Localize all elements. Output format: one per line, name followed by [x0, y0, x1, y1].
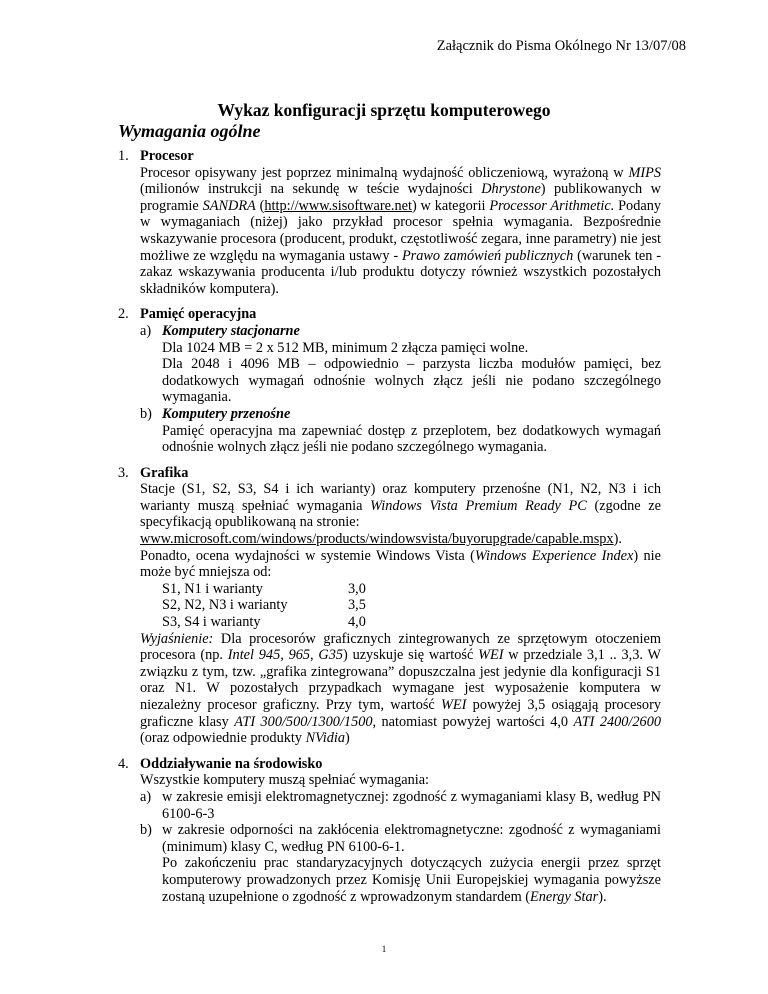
section-title: Pamięć operacyjna	[140, 306, 257, 323]
section-paragraph: Procesor opisywany jest poprzez minimalną wydajność obliczeniową, wyrażoną w MIPS (milionów instrukcji na sekundę w teście wydajności Dhrystone) publikowanych w programie SANDRA (http://www.sisoftware.net) w kategorii Processor Arithmetic. Podany w wymaganiach (niżej) jako przykład procesor spełnia wymagania. Bezpośrednie wskazywanie procesora (producent, produkt, częstotliwość zegara, inne parametry) nie jest możliwe ze względu na wymagania ustawy - Prawo zamówień publicznych (warunek ten - zakaz wskazywania producenta i/lub produktu dotyczy również wszystkich pozostałych składników komputera).	[140, 164, 661, 297]
page-number: 1	[381, 944, 387, 954]
subsection-desktop	[140, 323, 661, 406]
section-title: Oddziaływanie na środowisko	[140, 755, 323, 772]
document-header: Załącznik do Pisma Okólnego Nr 13/07/08	[436, 38, 686, 54]
subsection-label: b)	[140, 822, 152, 839]
subsection-text: w zakresie emisji elektromagnetycznej: zgodność z wymaganiami klasy B, według PN 6100-6-3	[162, 788, 661, 822]
document-body	[118, 148, 661, 914]
subsection-label: a)	[140, 788, 152, 805]
section-paragraph: www.microsoft.com/windows/products/windowsvista/buyorupgrade/capable.mspx).	[140, 531, 622, 548]
subsection-immunity	[140, 822, 661, 905]
section-paragraph: Ponadto, ocena wydajności w systemie Windows Vista (Windows Experience Index) nie może być mniejsza od:	[140, 547, 661, 581]
section-processor	[118, 148, 661, 297]
explanation-paragraph: Wyjaśnienie: Dla procesorów graficznych zintegrowanych ze sprzętowym otoczeniem procesora (np. Intel 945, 965, G35) uzyskuje się wartość WEI w przedziale 3,1 .. 3,3. W związku z tym, tzw. „grafika zintegrowana” dopuszczalna jest jedynie dla konfiguracji S1 oraz N1. W pozostałych przypadkach wymagane jest wyposażenie komputera w niezależny procesor graficzny. Przy tym, wartość WEI powyżej 3,5 osiągają procesory graficzne klasy ATI 300/500/1300/1500, natomiast powyżej wartości 4,0 ATI 2400/2600 (oraz odpowiednie produkty NVidia)	[140, 630, 661, 747]
microsoft-link[interactable]: www.microsoft.com/windows/products/windowsvista/buyorupgrade/capable.mspx	[140, 531, 614, 548]
wei-row-label: S2, N2, N3 i warianty	[162, 597, 288, 614]
wei-row-label: S3, S4 i warianty	[162, 614, 261, 631]
document-title: Wykaz konfiguracji sprzętu komputerowego	[217, 100, 551, 120]
subsection-text: Pamięć operacyjna ma zapewniać dostęp z przeplotem, bez dodatkowych wymagań odnośnie wolnych złącz jeśli nie podano szczególnego wymagania.	[162, 422, 661, 456]
wei-row-value: 4,0	[348, 614, 366, 631]
wei-row-label: S1, N1 i warianty	[162, 580, 263, 597]
section-title: Grafika	[140, 464, 189, 481]
section-number: 3.	[118, 464, 129, 481]
subsection-laptop	[140, 406, 661, 456]
section-memory	[118, 306, 661, 455]
subsection-label: a)	[140, 322, 152, 339]
section-title: Procesor	[140, 148, 194, 164]
subsection-text: Dla 1024 MB = 2 x 512 MB, minimum 2 złącza pamięci wolne.	[162, 339, 529, 356]
subsection-text: Dla 2048 i 4096 MB – odpowiednio – parzysta liczba modułów pamięci, bez dodatkowych wymagań odnośnie wolnych złącz jeśli nie podano szczególnego wymagania.	[162, 356, 661, 406]
subsection-emission	[140, 789, 661, 822]
wei-row	[140, 581, 661, 598]
wei-row	[140, 597, 661, 614]
sisoftware-link[interactable]: http://www.sisoftware.net	[264, 197, 412, 214]
subsection-label: b)	[140, 405, 152, 422]
subsection-text: w zakresie odporności na zakłócenia elektromagnetyczne: zgodność z wymaganiami (minimum) klasy C, według PN 6100-6-1.	[162, 822, 661, 855]
wei-row	[140, 614, 661, 631]
section-environment	[118, 756, 661, 905]
section-number: 1.	[118, 148, 129, 164]
section-graphics	[118, 465, 661, 747]
subsection-title: Komputery stacjonarne	[162, 322, 300, 339]
subsection-text: Po zakończeniu prac standaryzacyjnych dotyczących zużycia energii przez sprzęt komputerowy prowadzonych przez Komisję Unii Europejskiej wymagania powyższe zostaną uzupełnione o zgodność z wprowadzonym standardem (Energy Star).	[162, 855, 661, 905]
section-paragraph: Wszystkie komputery muszą spełniać wymagania:	[140, 772, 430, 789]
section-number: 4.	[118, 755, 129, 772]
wei-row-value: 3,0	[348, 580, 366, 597]
section-number: 2.	[118, 306, 129, 323]
subsection-title: Komputery przenośne	[162, 405, 291, 422]
wei-row-value: 3,5	[348, 597, 366, 614]
section-heading: Wymagania ogólne	[118, 121, 261, 141]
section-paragraph: Stacje (S1, S2, S3, S4 i ich warianty) oraz komputery przenośne (N1, N2, N3 i ich warianty muszą spełniać wymagania Windows Vista Premium Ready PC (zgodne ze specyfikacją opublikowaną na stronie:	[140, 481, 661, 531]
